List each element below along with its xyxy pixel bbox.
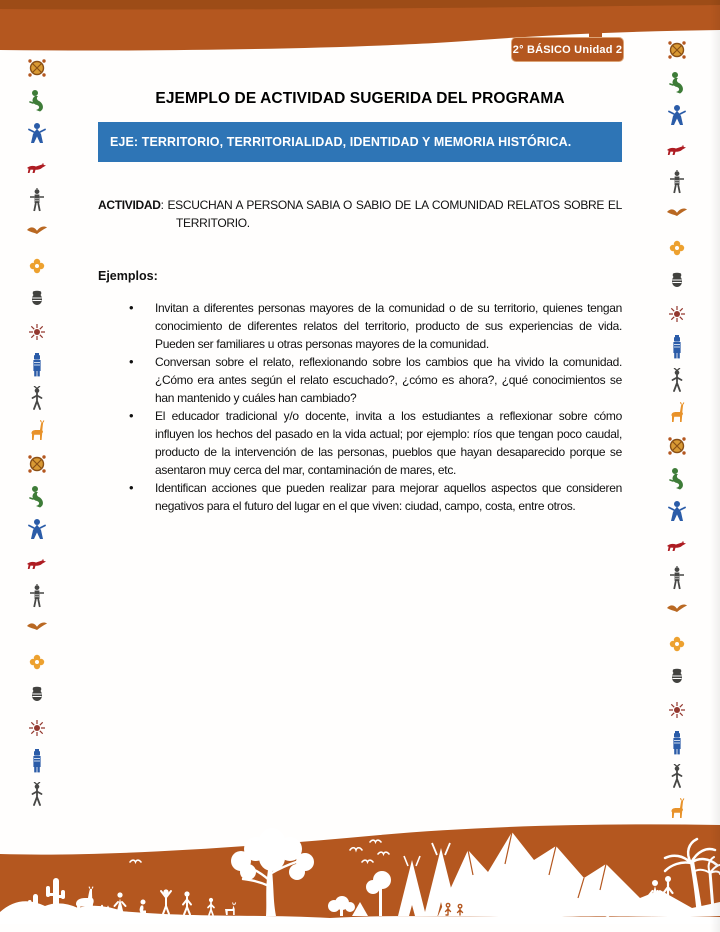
green-dancer-icon — [667, 467, 687, 491]
blue-figure-icon — [27, 122, 47, 146]
red-fox-icon — [667, 533, 687, 557]
chemamull-statue-icon — [667, 731, 687, 755]
sun-icon — [667, 302, 687, 326]
chemamull-statue-icon — [667, 335, 687, 359]
chemamull-statue-icon — [27, 353, 47, 377]
green-dancer-icon — [27, 485, 47, 509]
eje-banner-label: EJE: TERRITORIO, TERRITORIALIDAD, IDENTIDAD Y MEMORIA HISTÓRICA. — [110, 135, 572, 149]
activity-paragraph — [98, 196, 622, 232]
condor-icon — [27, 617, 47, 641]
activity-label: ACTIVIDAD — [98, 198, 161, 212]
activity-separator: : — [160, 198, 168, 212]
person-headdress-icon — [667, 764, 687, 788]
red-fox-icon — [667, 137, 687, 161]
red-fox-icon — [27, 155, 47, 179]
llama-icon — [27, 419, 47, 443]
kultrun-drum-icon — [667, 434, 687, 458]
page-title: EJEMPLO DE ACTIVIDAD SUGERIDA DEL PROGRAMA — [155, 90, 565, 107]
flower-icon — [667, 632, 687, 656]
llama-icon — [667, 797, 687, 821]
side-icon-column-left — [27, 56, 47, 806]
person-petroglyph-icon — [667, 566, 687, 590]
unit-badge — [511, 37, 624, 62]
unit-badge-label: 2° BÁSICO Unidad 2 — [512, 43, 623, 56]
kultrun-drum-icon — [667, 38, 687, 62]
bullet-item: • Identifican acciones que pueden realizar para mejorar aquellos aspectos que consideren negativos para el futuro del lugar en el que viven: ciudad, campo, costa, entre otros. — [98, 479, 622, 515]
pottery-icon — [27, 683, 47, 707]
kultrun-drum-icon — [27, 452, 47, 476]
person-headdress-icon — [27, 386, 47, 410]
examples-list — [98, 299, 622, 515]
condor-icon — [27, 221, 47, 245]
pottery-icon — [27, 287, 47, 311]
blue-figure-icon — [27, 518, 47, 542]
activity-text: ESCUCHAN A PERSONA SABIA O SABIO DE LA COMUNIDAD RELATOS SOBRE EL TERRITORIO. — [167, 198, 622, 230]
chemamull-statue-icon — [27, 749, 47, 773]
llama-icon — [667, 401, 687, 425]
pottery-icon — [667, 269, 687, 293]
flower-icon — [27, 650, 47, 674]
green-dancer-icon — [667, 71, 687, 95]
condor-icon — [667, 599, 687, 623]
bullet-item: • Invitan a diferentes personas mayores de la comunidad o de su territorio, quienes tengan conocimiento de diferentes relatos del territorio, producto de sus experiencias de vida. Pueden ser familiares u otras personas mayores de la comunidad. — [98, 299, 622, 353]
flower-icon — [27, 254, 47, 278]
red-fox-icon — [27, 551, 47, 575]
person-petroglyph-icon — [27, 188, 47, 212]
person-headdress-icon — [667, 368, 687, 392]
sun-icon — [27, 320, 47, 344]
eje-banner — [98, 122, 622, 162]
examples-heading: Ejemplos: — [98, 269, 158, 283]
blue-figure-icon — [667, 500, 687, 524]
footer-landscape-art — [0, 820, 720, 932]
person-headdress-icon — [27, 782, 47, 806]
person-petroglyph-icon — [27, 584, 47, 608]
bullet-item: • El educador tradicional y/o docente, invita a los estudiantes a reflexionar sobre cómo influyen los hechos del pasado en la vida actual; por ejemplo: ríos que tengan poco caudal, producto de la intervención de las personas, pueblos que hayan desaparecido porque se asentaron muy cerca del mar, contaminación de mares, etc. — [98, 407, 622, 479]
side-icon-column-right — [667, 38, 687, 821]
kultrun-drum-icon — [27, 56, 47, 80]
flower-icon — [667, 236, 687, 260]
person-petroglyph-icon — [667, 170, 687, 194]
sun-icon — [667, 698, 687, 722]
pottery-icon — [667, 665, 687, 689]
bullet-item: • Conversan sobre el relato, reflexionando sobre los cambios que ha vivido la comunidad. ¿Cómo era antes según el relato escuchado?, ¿cómo es ahora?, ¿qué conocimientos se han mantenido y cuáles han cambiado? — [98, 353, 622, 407]
green-dancer-icon — [27, 89, 47, 113]
condor-icon — [667, 203, 687, 227]
sun-icon — [27, 716, 47, 740]
blue-figure-icon — [667, 104, 687, 128]
